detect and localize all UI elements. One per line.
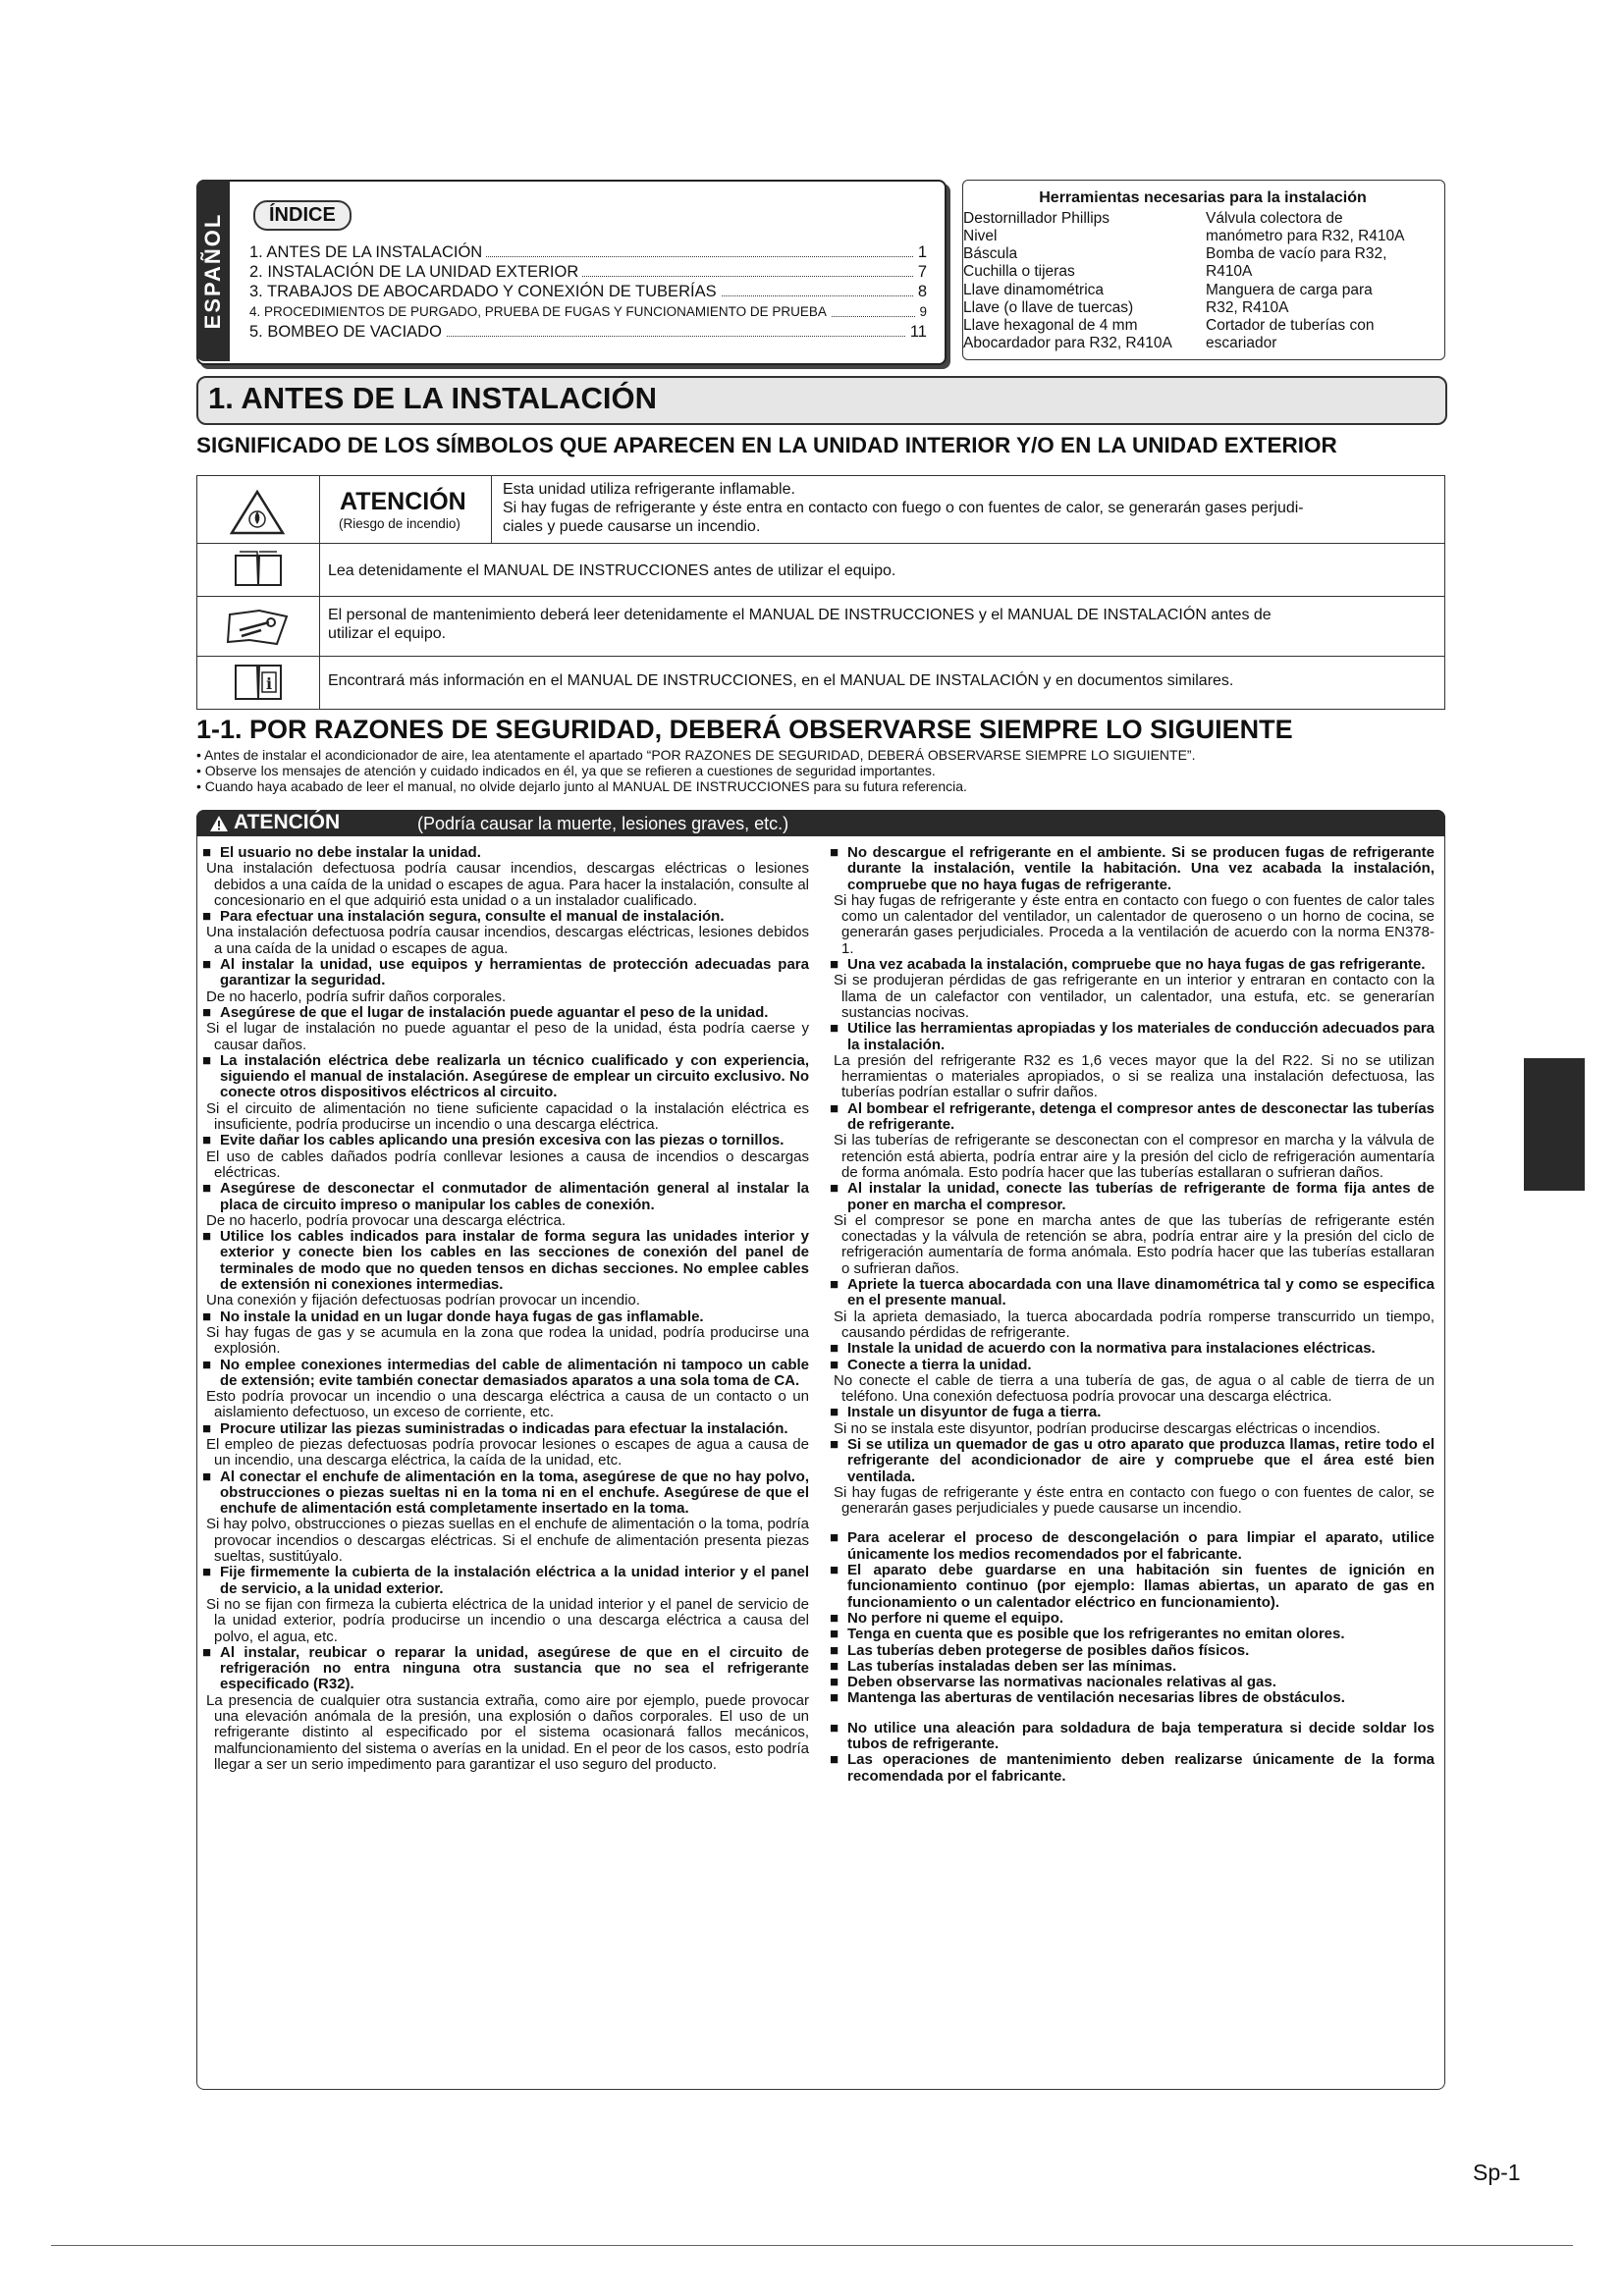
warning-item-text: Una instalación defectuosa podría causar incendios, descargas eléctricas, lesiones debidos a una caída de la unidad o escapes de agua.: [206, 924, 809, 957]
warning-item-heading: ■ Para acelerar el proceso de descongelación o para limpiar el aparato, utilice únicamente los medios recomendados por el fabricante.: [830, 1530, 1435, 1563]
warning-item-heading: ■ Una vez acabada la instalación, compruebe que no haya fugas de gas refrigerante.: [830, 957, 1435, 973]
tool-item: escariador: [1206, 335, 1277, 351]
section-title: 1. ANTES DE LA INSTALACIÓN: [208, 381, 657, 415]
warning-item-text: Si no se fijan con firmeza la cubierta eléctrica de la unidad interior y el panel de servicio de la unidad exterior, podría producirse un incendio o una descarga eléctrica a causa del polvo, el agua, etc.: [206, 1595, 809, 1645]
warning-item-text: Si no se instala este disyuntor, podrían producirse descargas eléctricas o incendios.: [834, 1419, 1380, 1437]
tool-item: Nivel: [963, 228, 998, 244]
warning-item-text: Si la aprieta demasiado, la tuerca abocardada podría romperse transcurrido un tiempo, causando pérdidas de refrigerante.: [834, 1308, 1435, 1341]
warning-item-text: Esto podría provocar un incendio o una descarga eléctrica a causa de un contacto o un aislamiento defectuoso, un exceso de corriente, etc.: [206, 1388, 809, 1421]
language-tab: [196, 180, 230, 361]
table-divider: [319, 475, 320, 710]
warning-item-text: Si el compresor se pone en marcha antes de que las tuberías de refrigerante estén conectadas y la válvula de retención se abra, podría entrar aire y la presión del ciclo de refrigeración aumentaría de forma anómala. Esto podría hacer que las tuberías estallaran o sufrieran daños.: [834, 1211, 1435, 1277]
warning-item-text: Una conexión y fijación defectuosas podrían provocar un incendio.: [206, 1292, 640, 1309]
warning-item-heading: ■ Tenga en cuenta que es posible que los refrigerantes no emitan olores.: [830, 1627, 1435, 1642]
atencion-text: ciales y puede causarse un incendio.: [503, 518, 761, 535]
warning-item-heading: ■ No emplee conexiones intermedias del cable de alimentación ni tampoco un cable de extensión; evite también conectar demasiados aparatos a una sola toma de CA.: [202, 1358, 809, 1390]
warning-item-text: Si el circuito de alimentación no tiene suficiente capacidad o la instalación eléctrica es insuficiente, podría producirse un incendio o una descarga eléctrica.: [206, 1099, 809, 1134]
tool-item: Abocardador para R32, R410A: [963, 335, 1172, 351]
warning-item-heading: ■ Deben observarse las normativas nacionales relativas al gas.: [830, 1675, 1435, 1690]
intro-bullet: • Observe los mensajes de atención y cuidado indicados en él, ya que se refieren a cuestiones de seguridad importantes.: [196, 763, 936, 778]
warning-item-heading: ■ Al bombear el refrigerante, detenga el compresor antes de desconectar las tuberías de refrigerante.: [830, 1101, 1435, 1134]
index-title: ÍNDICE: [253, 200, 352, 231]
atencion-label: ATENCIÓN: [340, 488, 466, 515]
tool-item: Llave (o llave de tuercas): [963, 299, 1134, 316]
warning-item-text: Si se produjeran pérdidas de gas refrigerante en un interior y entraran en contacto con la llama de un calefactor con ventilador, un calentador, una estufa, etc. se generarían sustancias nocivas.: [834, 972, 1435, 1021]
warning-item-heading: ■ Asegúrese de que el lugar de instalación puede aguantar el peso de la unidad.: [202, 1005, 809, 1021]
tool-item: Manguera de carga para: [1206, 282, 1373, 298]
svg-text:i: i: [265, 674, 273, 693]
warning-left-column: [202, 845, 809, 1773]
warning-item-heading: ■ Asegúrese de desconectar el conmutador de alimentación general al instalar la placa de circuito impreso o manipular los cables de conexión.: [202, 1181, 809, 1213]
warning-item-heading: ■ Al conectar el enchufe de alimentación en la toma, asegúrese de que no hay polvo, obstrucciones o piezas sueltas ni en la toma ni en el enchufe. Asegúrese de que el enchufe de alimentación está completamente insertado en la toma.: [202, 1469, 809, 1518]
warning-item-heading: ■ Mantenga las aberturas de ventilación necesarias libres de obstáculos.: [830, 1690, 1435, 1706]
table-divider: [196, 596, 1445, 597]
warning-item-text: Si hay fugas de gas y se acumula en la zona que rodea la unidad, podría producirse una explosión.: [206, 1323, 809, 1358]
warning-item-text: El empleo de piezas defectuosas podría provocar lesiones o escapes de agua a causa de un incendio, una descarga eléctrica, la caída de la unidad, etc.: [206, 1435, 809, 1469]
tool-item: manómetro para R32, R410A: [1206, 228, 1405, 244]
warning-item-text: Si hay polvo, obstrucciones o piezas suellas en el enchufe de alimentación o la toma, podría provocar incendios o descargas eléctricas. Si el enchufe de alimentación presenta piezas sueltas, sustitúyalo.: [206, 1516, 809, 1566]
section-tab-marker: [1524, 1058, 1585, 1191]
warning-item-heading: ■ El aparato debe guardarse en una habitación sin fuentes de ignición en funcionamiento continuo (por ejemplo: llamas abiertas, un aparato de gas en funcionamiento o un calentador eléctrico en funcionamiento).: [830, 1563, 1435, 1611]
symbols-heading: SIGNIFICADO DE LOS SÍMBOLOS QUE APARECEN EN LA UNIDAD INTERIOR Y/O EN LA UNIDAD EXTERIOR: [196, 433, 1337, 457]
warning-title: ATENCIÓN: [234, 811, 341, 833]
warning-item-heading: ■ No descargue el refrigerante en el ambiente. Si se producen fugas de refrigerante durante la instalación, ventile la habitación. Una vez acabada la instalación, compruebe que no haya fugas de refrigerante.: [830, 845, 1435, 893]
warning-item-heading: ■ Las operaciones de mantenimiento deben realizarse únicamente de la forma recomendada por el fabricante.: [830, 1752, 1435, 1785]
warning-item-heading: ■ Las tuberías instaladas deben ser las mínimas.: [830, 1659, 1435, 1675]
atencion-sublabel: (Riesgo de incendio): [339, 516, 460, 531]
warning-item-heading: ■ Las tuberías deben protegerse de posibles daños físicos.: [830, 1643, 1435, 1659]
table-divider: [196, 656, 1445, 657]
atencion-text: Esta unidad utiliza refrigerante inflamable.: [503, 481, 795, 498]
footer-divider: [51, 2245, 1573, 2246]
tool-item: Llave hexagonal de 4 mm: [963, 317, 1138, 334]
warning-item-text: Si las tuberías de refrigerante se desconectan con el compresor en marcha y la válvula de retención está abierta, podría entrar aire y la presión del ciclo de refrigeración aumentaría de forma anómala. Esto podría hacer que las tuberías estallaran o sufrieran daños.: [834, 1132, 1435, 1181]
warning-item-heading: ■ Utilice los cables indicados para instalar de forma segura las unidades interior y exterior y conecte bien los cables en las secciones de conexión del panel de terminales de modo que no queden tensos en dichas secciones. No emplee cables de extensión ni conexiones intermedias.: [202, 1229, 809, 1293]
page-number: Sp-1: [1473, 2160, 1521, 2185]
index-entry[interactable]: 2. INSTALACIÓN DE LA UNIDAD EXTERIOR 7: [249, 263, 927, 281]
tool-item: Destornillador Phillips: [963, 210, 1110, 227]
tool-item: Báscula: [963, 245, 1018, 262]
spacer: [830, 1517, 1435, 1530]
warning-item-heading: ■ La instalación eléctrica debe realizarla un técnico cualificado y con experiencia, siguiendo el manual de instalación. Asegúrese de emplear un circuito exclusivo. No conecte otros dispositivos eléctricos al circuito.: [202, 1053, 809, 1101]
warning-item-heading: ■ Instale la unidad de acuerdo con la normativa para instalaciones eléctricas.: [830, 1341, 1435, 1357]
index-entry[interactable]: 1. ANTES DE LA INSTALACIÓN 1: [249, 243, 927, 261]
service-manual-icon: [226, 601, 291, 650]
warning-item-heading: ■ Conecte a tierra la unidad.: [830, 1358, 1435, 1373]
table-divider: [491, 475, 492, 544]
manual-book-icon: [232, 548, 285, 591]
warning-item-heading: ■ Instale un disyuntor de fuga a tierra.: [830, 1405, 1435, 1420]
info-manual-icon: [232, 660, 287, 705]
warning-item-text: La presión del refrigerante R32 es 1,6 veces mayor que la del R22. Si no se utilizan herramientas o materiales apropiados, o si se realiza una instalación defectuosa, las tuberías podrían estallar o sufrir daños.: [834, 1051, 1435, 1101]
warning-item-heading: ■ Apriete la tuerca abocardada con una llave dinamométrica tal y como se especifica en el presente manual.: [830, 1277, 1435, 1309]
warning-bar: [196, 810, 1445, 836]
warning-item-text: Si hay fugas de refrigerante y éste entra en contacto con fuego o con fuentes de calor tales como un calentador del ventilador, un calentador de queroseno o un horno de cocina, se generarán gases perjudiciales. Proceda a la ventilación de acuerdo con la norma EN378-1.: [834, 891, 1435, 957]
intro-bullet: • Cuando haya acabado de leer el manual, no olvide dejarlo junto al MANUAL DE INSTRUCCIONES para su futura referencia.: [196, 778, 967, 794]
language-label: ESPAÑOL: [200, 212, 225, 329]
warning-subtitle: (Podría causar la muerte, lesiones graves, etc.): [417, 814, 789, 833]
tool-item: Llave dinamométrica: [963, 282, 1105, 298]
warning-item-text: El uso de cables dañados podría conllevar lesiones a causa de incendios o descargas eléctricas.: [206, 1148, 809, 1181]
table-divider: [196, 543, 1445, 544]
warning-item-heading: ■ No perfore ni queme el equipo.: [830, 1611, 1435, 1627]
warning-item-text: De no hacerlo, podría sufrir daños corporales.: [206, 988, 507, 1005]
tool-item: R410A: [1206, 263, 1253, 280]
symbol-row-text: Lea detenidamente el MANUAL DE INSTRUCCIONES antes de utilizar el equipo.: [328, 562, 896, 579]
warning-item-heading: ■ No utilice una aleación para soldadura de baja temperatura si decide soldar los tubos de refrigerante.: [830, 1721, 1435, 1753]
symbol-row-text: Encontrará más información en el MANUAL DE INSTRUCCIONES, en el MANUAL DE INSTALACIÓN y en documentos similares.: [328, 672, 1234, 689]
warning-item-text: No conecte el cable de tierra a una tubería de gas, de agua o al cable de tierra de un teléfono. Una conexión defectuosa podría provocar una descarga eléctrica.: [834, 1371, 1435, 1406]
tool-item: Cortador de tuberías con: [1206, 317, 1375, 334]
spacer: [830, 1707, 1435, 1721]
tool-item: R32, R410A: [1206, 299, 1289, 316]
warning-item-heading: ■ Al instalar, reubicar o reparar la unidad, asegúrese de que en el circuito de refrigeración no entra ninguna otra sustancia que no sea el refrigerante especificado (R32).: [202, 1645, 809, 1693]
subsection-title: 1-1. POR RAZONES DE SEGURIDAD, DEBERÁ OBSERVARSE SIEMPRE LO SIGUIENTE: [196, 715, 1293, 744]
warning-icon: [209, 815, 229, 832]
tool-item: Bomba de vacío para R32,: [1206, 245, 1387, 262]
warning-item-heading: ■ Al instalar la unidad, conecte las tuberías de refrigerante de forma fija antes de poner en marcha el compresor.: [830, 1181, 1435, 1213]
warning-item-heading: ■ Si se utiliza un quemador de gas u otro aparato que produzca llamas, retire todo el refrigerante del acondicionador de aire y compruebe que el área esté bien ventilada.: [830, 1437, 1435, 1485]
warning-item-text: La presencia de cualquier otra sustancia extraña, como aire por ejemplo, puede provocar una elevación anómala de la presión, una explosión o daños corporales. El uso de un refrigerante distinto al especificado por el sistema ocasionará fallos mecánicos, malfuncionamiento del sistema o averías en la unidad. En el peor de los casos, esto podría llegar a ser un serio impedimento para garantizar el uso seguro del producto.: [206, 1691, 809, 1773]
index-entry[interactable]: 3. TRABAJOS DE ABOCARDADO Y CONEXIÓN DE TUBERÍAS 8: [249, 283, 927, 300]
warning-item-heading: ■ Utilice las herramientas apropiadas y los materiales de conducción adecuados para la instalación.: [830, 1021, 1435, 1053]
symbol-row-text: utilizar el equipo.: [328, 625, 447, 642]
warning-right-column: [830, 845, 1435, 1785]
warning-item-text: Una instalación defectuosa podría causar incendios, descargas eléctricas o lesiones debidos a una caída de la unidad o escapes de agua. Para hacer la instalación, consulte al concesionario en el que adquirió esta unidad o a un instalador cualificado.: [206, 860, 809, 909]
warning-item-heading: ■ El usuario no debe instalar la unidad.: [202, 845, 809, 861]
index-entry[interactable]: 4. PROCEDIMIENTOS DE PURGADO, PRUEBA DE FUGAS Y FUNCIONAMIENTO DE PRUEBA 9: [249, 302, 927, 322]
warning-item-heading: ■ Al instalar la unidad, use equipos y herramientas de protección adecuadas para garantizar la seguridad.: [202, 957, 809, 989]
warning-item-heading: ■ Evite dañar los cables aplicando una presión excesiva con las piezas o tornillos.: [202, 1133, 809, 1148]
warning-item-heading: ■ Procure utilizar las piezas suministradas o indicadas para efectuar la instalación.: [202, 1421, 809, 1437]
tool-item: Válvula colectora de: [1206, 210, 1343, 227]
warning-item-heading: ■ Fije firmemente la cubierta de la instalación eléctrica a la unidad interior y el panel de servicio, a la unidad exterior.: [202, 1565, 809, 1597]
warning-item-heading: ■ No instale la unidad en un lugar donde haya fugas de gas inflamable.: [202, 1309, 809, 1325]
warning-item-text: De no hacerlo, podría provocar una descarga eléctrica.: [206, 1211, 567, 1229]
symbol-row-text: El personal de mantenimiento deberá leer detenidamente el MANUAL DE INSTRUCCIONES y el MANUAL DE INSTALACIÓN antes de: [328, 607, 1272, 623]
intro-bullet: • Antes de instalar el acondicionador de aire, lea atentamente el apartado “POR RAZONES DE SEGURIDAD, DEBERÁ OBSERVARSE SIEMPRE LO SIGUIENTE”.: [196, 747, 1196, 763]
index-entry[interactable]: 5. BOMBEO DE VACIADO 11: [249, 323, 927, 341]
warning-item-heading: ■ Para efectuar una instalación segura, consulte el manual de instalación.: [202, 909, 809, 925]
warning-item-text: Si el lugar de instalación no puede aguantar el peso de la unidad, ésta podría caerse y causar daños.: [206, 1020, 809, 1053]
warning-item-text: Si hay fugas de refrigerante y éste entra en contacto con fuego o con fuentes de calor, se generarán gases perjudiciales y puede causarse un incendio.: [834, 1483, 1435, 1518]
fire-warning-icon: [228, 488, 287, 537]
tool-item: Cuchilla o tijeras: [963, 263, 1075, 280]
tools-title: Herramientas necesarias para la instalación: [1039, 189, 1367, 206]
atencion-text: Si hay fugas de refrigerante y éste entra en contacto con fuego o con fuentes de calor, se generarán gases perjudi-: [503, 500, 1304, 516]
